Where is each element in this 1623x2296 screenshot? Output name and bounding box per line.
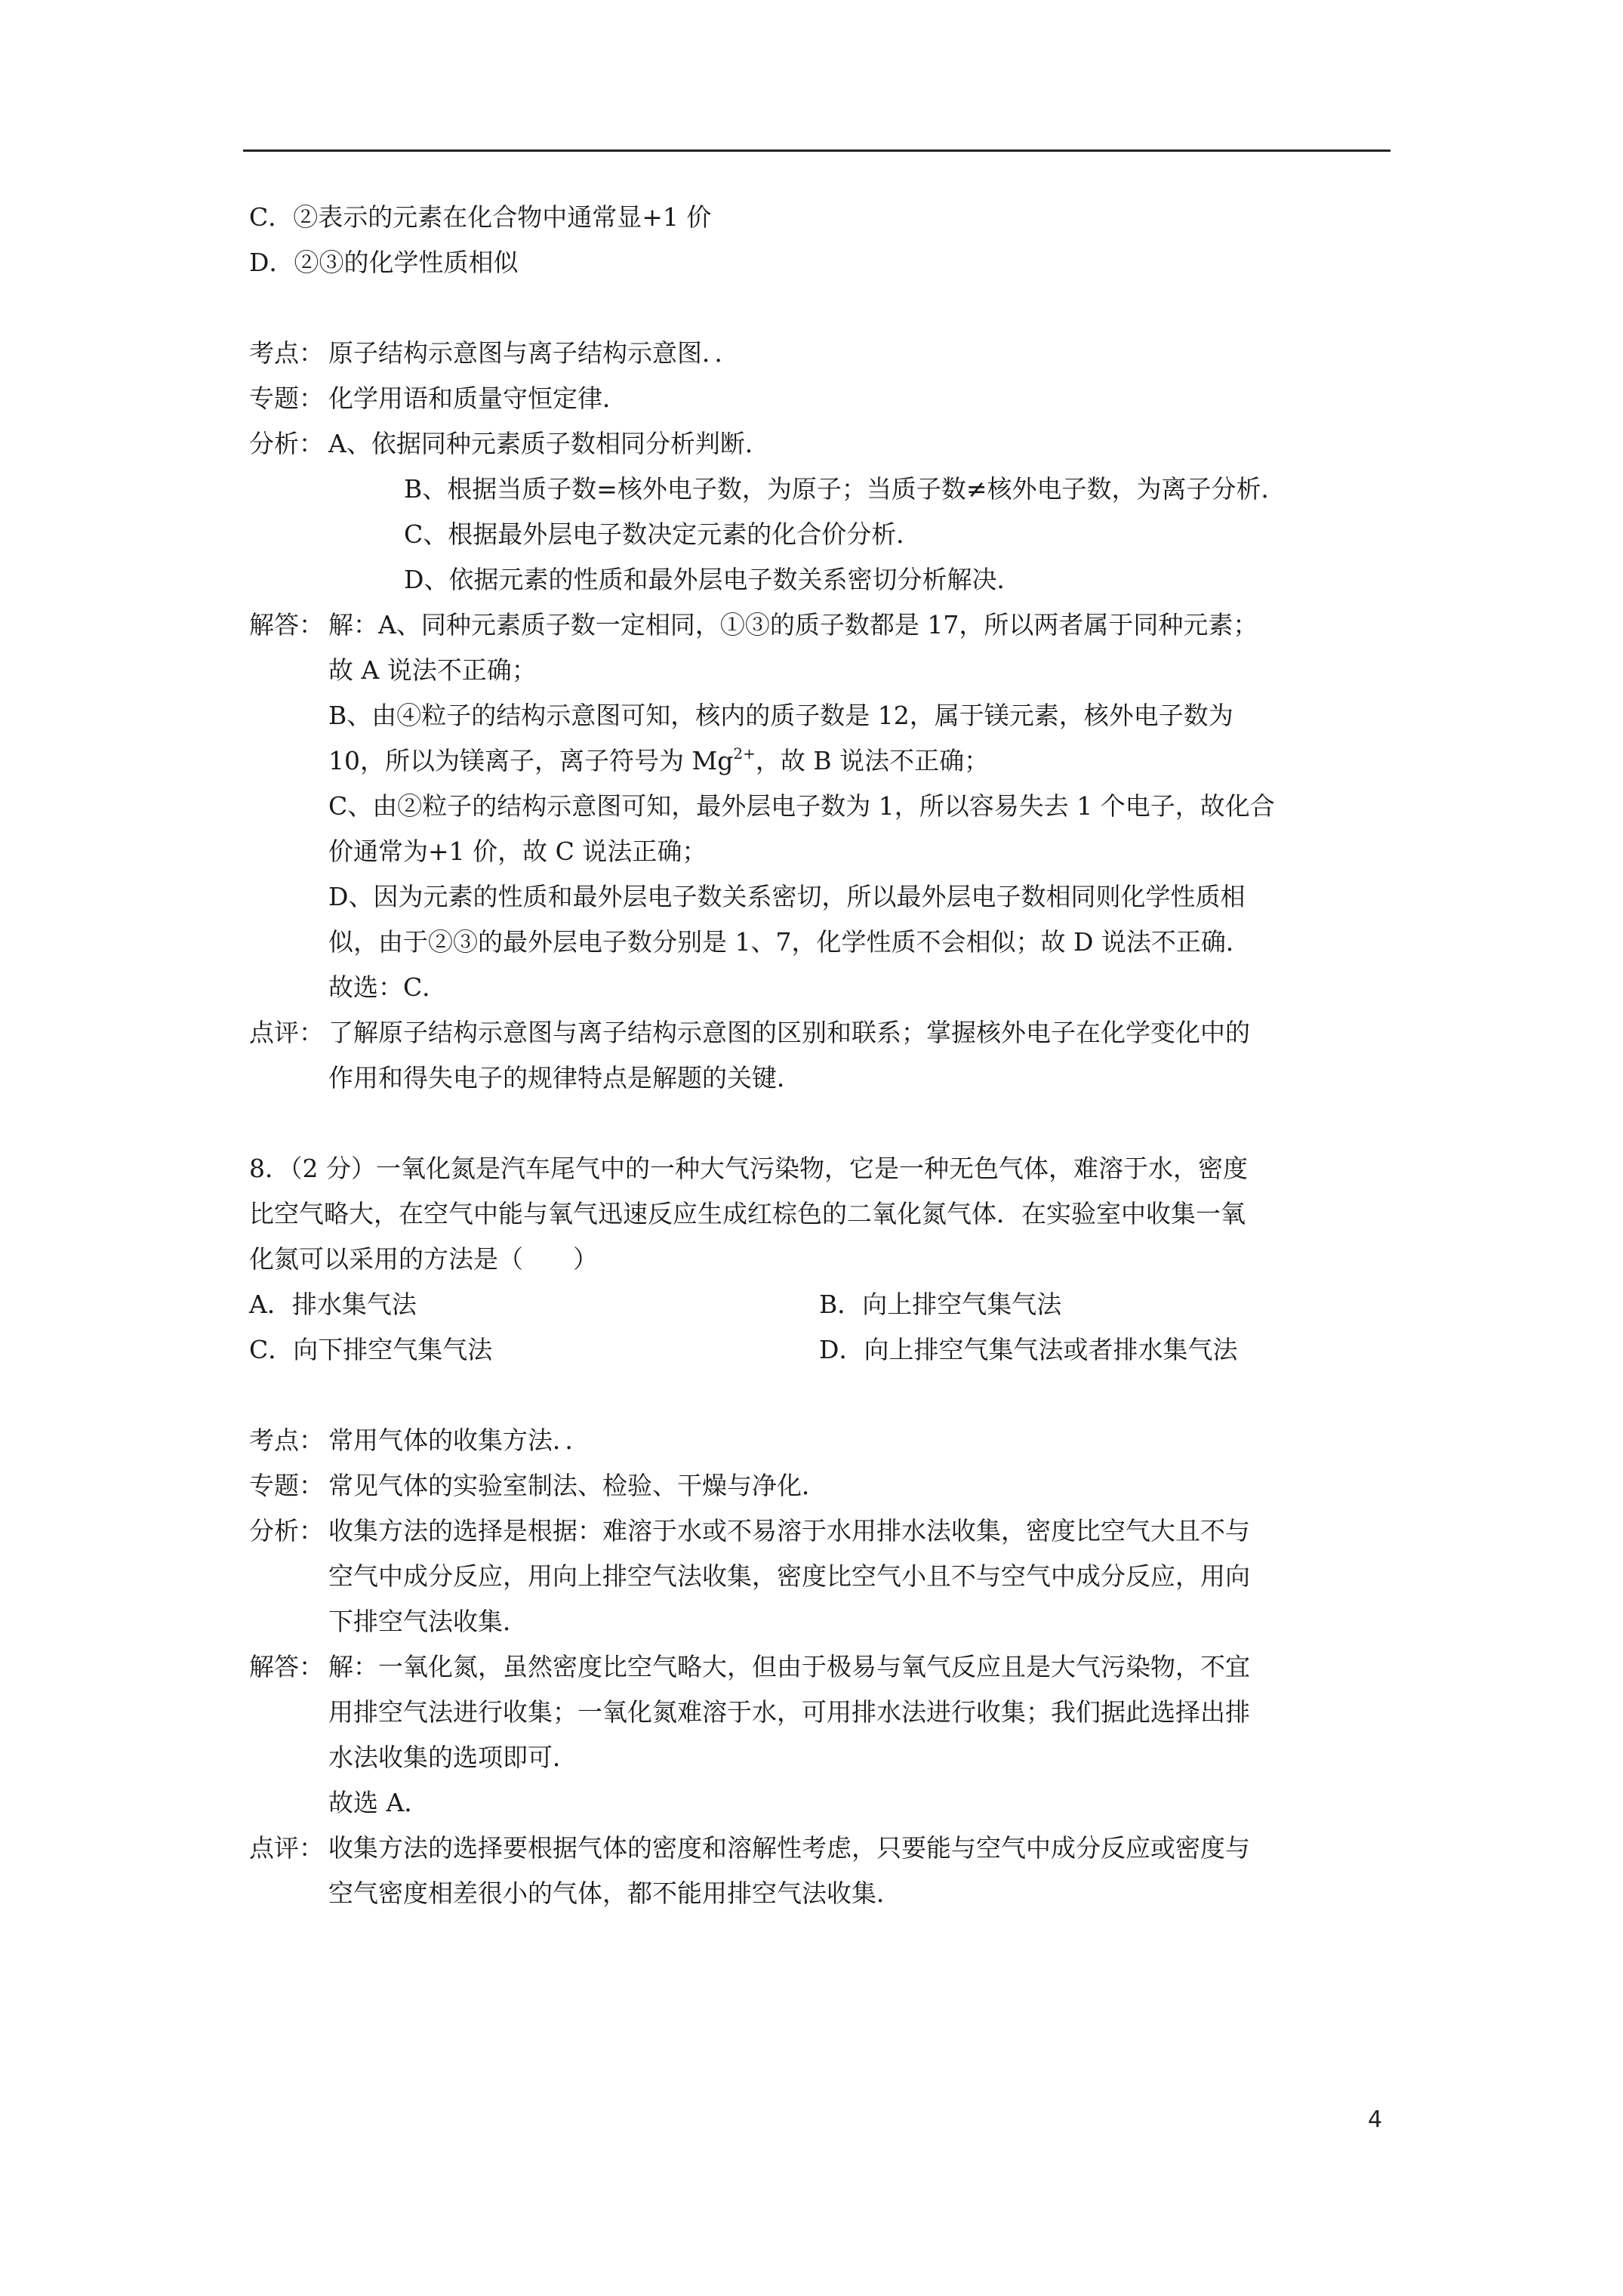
- dianping-label: 点评：: [249, 1833, 324, 1863]
- q8-stem: 8．（2 分）一氧化氮是汽车尾气中的一种大气污染物，它是一种无色气体，难溶于水，密度: [249, 1154, 1248, 1183]
- ion-charge: 2+: [733, 744, 756, 763]
- dianping-line: 收集方法的选择要根据气体的密度和溶解性考虑，只要能与空气中成分反应或密度与: [328, 1833, 1250, 1863]
- jieda-line: C、由②粒子的结构示意图可知，最外层电子数为 1，所以容易失去 1 个电子，故化合: [328, 791, 1275, 821]
- q7-zhuanti: [249, 376, 1389, 421]
- jieda-line: D、因为元素的性质和最外层电子数关系密切，所以最外层电子数相同则化学性质相: [328, 882, 1246, 911]
- jieda-line: 解：一氧化氮，虽然密度比空气略大，但由于极易与氧气反应且是大气污染物，不宜: [328, 1652, 1250, 1681]
- zhuanti-text: 常见气体的实验室制法、检验、干燥与净化．: [328, 1471, 827, 1500]
- q8-stem: 比空气略大，在空气中能与氧气迅速反应生成红棕色的二氧化氮气体．在实验室中收集一氧: [249, 1199, 1246, 1228]
- kaodian-label: 考点：: [249, 1425, 324, 1455]
- jieda-line: 水法收集的选项即可．: [328, 1743, 577, 1772]
- dianping-label: 点评：: [249, 1018, 324, 1047]
- jieda-line: 解：A、同种元素质子数一定相同，①③的质子数都是 17，所以两者属于同种元素；: [328, 610, 1258, 639]
- jieda-label: 解答：: [249, 610, 324, 639]
- kaodian-text: 原子结构示意图与离子结构示意图．．: [328, 338, 740, 368]
- q8-zhuanti: [249, 1463, 1389, 1509]
- dianping-line: 作用和得失电子的规律特点是解题的关键．: [328, 1063, 802, 1093]
- fenxi-line: A、依据同种元素质子数相同分析判断．: [328, 429, 770, 458]
- q8-option-b: B．向上排空气集气法: [819, 1290, 1062, 1319]
- q8-fenxi: [249, 1509, 1389, 1644]
- dianping-line: 了解原子结构示意图与离子结构示意图的区别和联系；掌握核外电子在化学变化中的: [328, 1018, 1250, 1047]
- q8-option-a: A．排水集气法: [249, 1290, 417, 1319]
- kaodian-text: 常用气体的收集方法．．: [328, 1425, 590, 1455]
- fenxi-label: 分析：: [249, 429, 324, 458]
- jieda-line: 价通常为+1 价，故 C 说法正确；: [328, 837, 707, 866]
- jieda-line: B、由④粒子的结构示意图可知，核内的质子数是 12，属于镁元素，核外电子数为: [328, 701, 1233, 730]
- fenxi-line: 下排空气法收集．: [328, 1607, 528, 1636]
- q8-stem: 化氮可以采用的方法是（ ）: [249, 1244, 598, 1274]
- jieda-line: 故 A 说法不正确；: [328, 655, 537, 685]
- fenxi-line: C、根据最外层电子数决定元素的化合价分析．: [404, 519, 922, 549]
- jieda-line: 故选：C．: [328, 972, 448, 1002]
- q8-option-d: D．向上排空气集气法或者排水集气法: [819, 1335, 1238, 1364]
- q8-dianping: [249, 1826, 1389, 1916]
- fenxi-line: D、依据元素的性质和最外层电子数关系密切分析解决．: [404, 565, 1022, 594]
- jieda-text: 10，所以为镁离子，离子符号为 Mg: [328, 746, 734, 775]
- q7-option-c: C．②表示的元素在化合物中通常显+1 价: [249, 202, 712, 232]
- q8-options-row-2: [249, 1327, 1389, 1373]
- header-rule: [243, 149, 1390, 152]
- page-number: 4: [1368, 2106, 1383, 2133]
- zhuanti-label: 专题：: [249, 1471, 324, 1500]
- jieda-line: 用排空气法进行收集；一氧化氮难溶于水，可用排水法进行收集；我们据此选择出排: [328, 1697, 1250, 1727]
- q7-option-d: D．②③的化学性质相似: [249, 248, 519, 277]
- document-body: [249, 195, 1389, 1916]
- q7-kaodian: [249, 331, 1389, 376]
- q8-options-row-1: [249, 1282, 1389, 1327]
- q7-fenxi: [249, 421, 1389, 603]
- dianping-line: 空气密度相差很小的气体，都不能用排空气法收集．: [328, 1878, 901, 1908]
- q8-kaodian: [249, 1418, 1389, 1463]
- jieda-line: 故选 A．: [328, 1788, 430, 1817]
- zhuanti-label: 专题：: [249, 384, 324, 413]
- jieda-text: ，故 B 说法不正确；: [755, 746, 990, 775]
- fenxi-label: 分析：: [249, 1516, 324, 1546]
- jieda-line: [328, 738, 1389, 784]
- fenxi-line: 收集方法的选择是根据：难溶于水或不易溶于水用排水法收集，密度比空气大且不与: [328, 1516, 1250, 1546]
- jieda-line: 似，由于②③的最外层电子数分别是 1、7，化学性质不会相似；故 D 说法不正确．: [328, 927, 1251, 957]
- q7-jieda: [249, 603, 1389, 1010]
- kaodian-label: 考点：: [249, 338, 324, 368]
- q8-option-c: C．向下排空气集气法: [249, 1335, 493, 1364]
- fenxi-line: 空气中成分反应，用向上排空气法收集，密度比空气小且不与空气中成分反应，用向: [328, 1561, 1250, 1591]
- fenxi-line: B、根据当质子数=核外电子数，为原子；当质子数≠核外电子数，为离子分析．: [404, 474, 1286, 504]
- zhuanti-text: 化学用语和质量守恒定律．: [328, 384, 627, 413]
- q7-dianping: [249, 1010, 1389, 1101]
- q8-jieda: [249, 1644, 1389, 1826]
- jieda-label: 解答：: [249, 1652, 324, 1681]
